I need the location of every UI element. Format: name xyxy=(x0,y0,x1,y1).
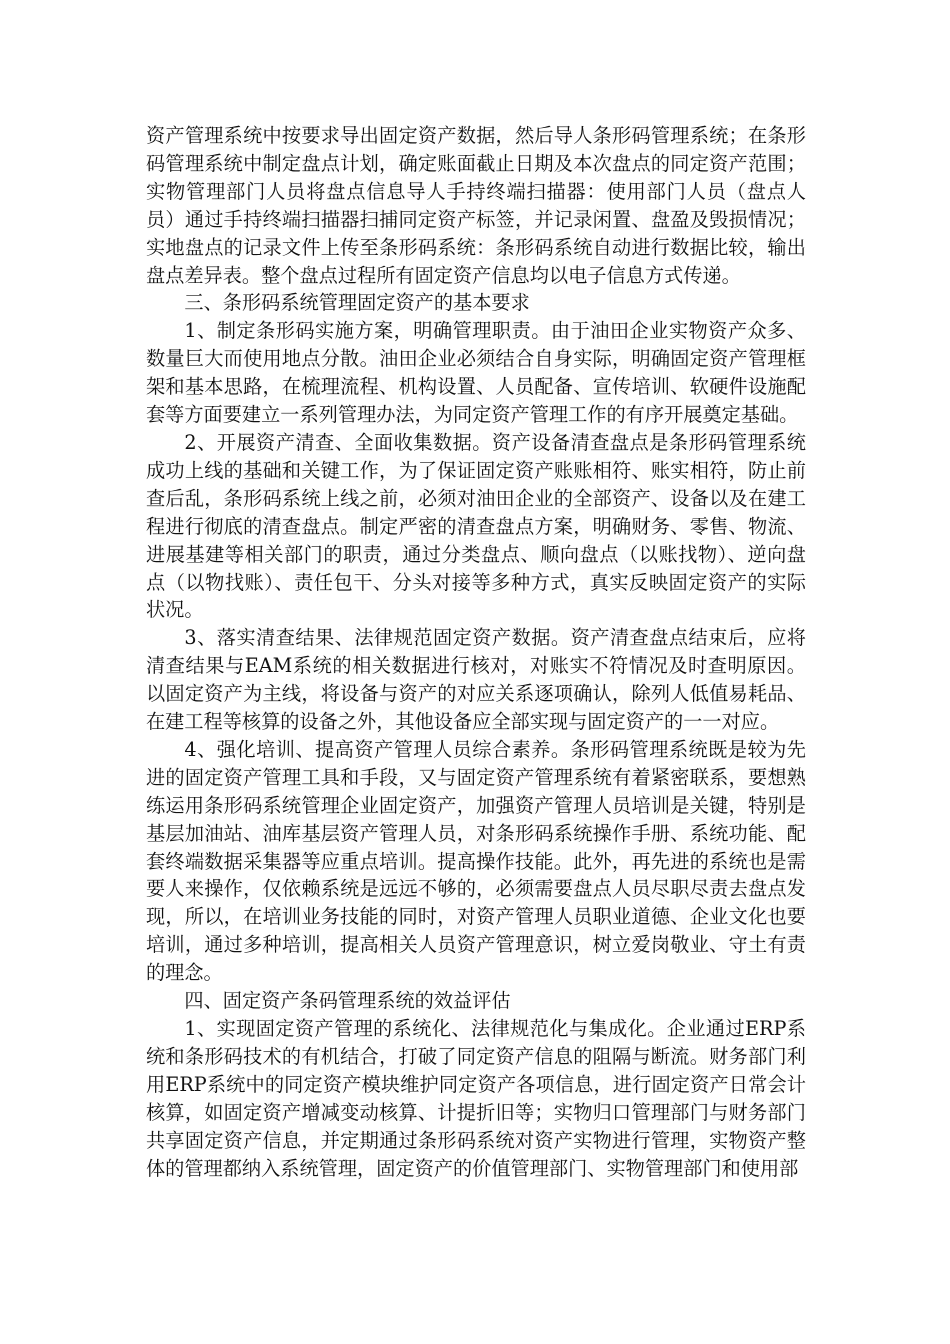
document-body xyxy=(146,122,806,1182)
section-heading-3: 三、条形码系统管理固定资产的基本要求 xyxy=(184,291,530,315)
paragraph-continuation: 资产管理系统中按要求导出固定资产数据，然后导人条形码管理系统；在条形码管理系统中制定盘点计划，确定账面截止日期及本次盘点的同定资产范围；实物管理部门人员将盘点信息导人手持终端扫描器：使用部门人员（盘点人员）通过手持终端扫描器扫捕同定资产标签，并记录闲置、盘盈及毁损情况；实地盘点的记录文件上传至条形码系统：条形码系统自动进行数据比较，输出盘点差异表。整个盘点过程所有固定资产信息均以电子信息方式传递。 xyxy=(146,124,806,287)
paragraph-requirement-3: 3、落实清查结果、法律规范固定资产数据。资产清查盘点结束后，应将清查结果与EAM系统的相关数据进行核对，对账实不符情况及时查明原因。以固定资产为主线，将设备与资产的对应关系逐项确认，除列人低值易耗品、在建工程等核算的设备之外，其他设备应全部实现与固定资产的一一对应。 xyxy=(146,626,806,734)
paragraph-requirement-1: 1、制定条形码实施方案，明确管理职责。由于油田企业实物资产众多、数量巨大而使用地点分散。油田企业必须结合自身实际，明确固定资产管理框架和基本思路，在梳理流程、机构设置、人员配备、宣传培训、软硬件设施配套等方面要建立一系列管理办法，为同定资产管理工作的有序开展奠定基础。 xyxy=(146,319,806,427)
paragraph-benefit-1: 1、实现固定资产管理的系统化、法律规范化与集成化。企业通过ERP系统和条形码技术的有机结合，打破了同定资产信息的阻隔与断流。财务部门利用ERP系统中的同定资产模块维护同定资产各项信息，进行固定资产日常会计核算，如固定资产增减变动核算、计提折旧等；实物归口管理部门与财务部门共享固定资产信息，并定期通过条形码系统对资产实物进行管理，实物资产整体的管理都纳入系统管理，固定资产的价值管理部门、实物管理部门和使用部 xyxy=(146,1017,806,1180)
section-heading-4: 四、固定资产条码管理系统的效益评估 xyxy=(184,989,511,1013)
paragraph-requirement-2: 2、开展资产清查、全面收集数据。资产设备清查盘点是条形码管理系统成功上线的基础和关键工作，为了保证固定资产账账相符、账实相符，防止前查后乱，条形码系统上线之前，必须对油田企业的全部资产、设备以及在建工程进行彻底的清查盘点。制定严密的清查盘点方案，明确财务、零售、物流、进展基建等相关部门的职责，通过分类盘点、顺向盘点（以账找物）、逆向盘点（以物找账）、责任包干、分头对接等多种方式，真实反映固定资产的实际状况。 xyxy=(146,430,806,622)
paragraph-requirement-4: 4、强化培训、提高资产管理人员综合素养。条形码管理系统既是较为先进的固定资产管理工具和手段，又与固定资产管理系统有着紧密联系，要想熟练运用条形码系统管理企业固定资产，加强资产管理人员培训是关键，特别是基层加油站、油库基层资产管理人员，对条形码系统操作手册、系统功能、配套终端数据采集器等应重点培训。提高操作技能。此外，再先进的系统也是需要人来操作，仅依赖系统是远远不够的，必须需要盘点人员尽职尽责去盘点发现，所以，在培训业务技能的同时，对资产管理人员职业道德、企业文化也要培训，通过多种培训，提高相关人员资产管理意识，树立爱岗敬业、守土有责的理念。 xyxy=(146,737,806,985)
